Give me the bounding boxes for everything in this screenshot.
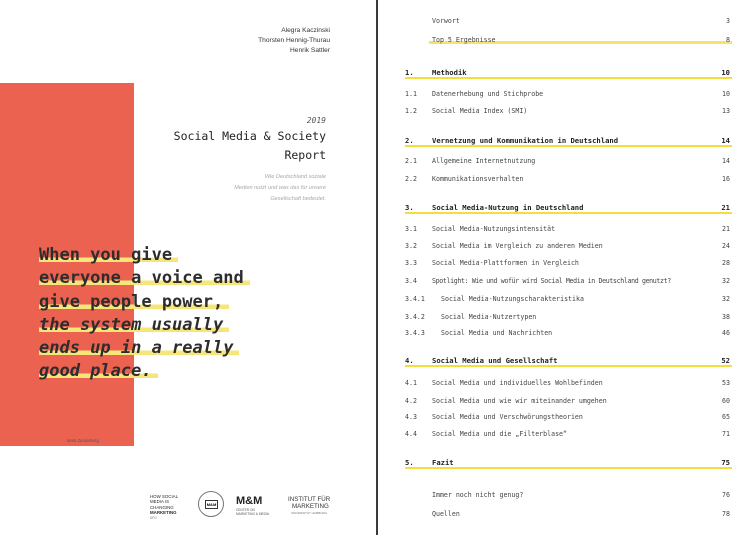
subtitle-line: Medien nutzt und was das für unsere: [234, 185, 326, 191]
quote-line: the system usually: [39, 314, 250, 337]
toc-chapter-entry[interactable]: [378, 356, 756, 366]
zuckerberg-quote: [39, 244, 250, 384]
toc-entry[interactable]: [378, 509, 756, 519]
toc-entry[interactable]: [378, 16, 756, 26]
toc-number: 4.: [405, 356, 414, 365]
toc-label: Social Media im Vergleich zu anderen Medien: [432, 242, 603, 250]
toc-number: 3.4: [405, 277, 417, 285]
quote-line: ends up in a really: [39, 337, 250, 360]
toc-label: Vorwort: [432, 17, 460, 25]
toc-page-number: 24: [722, 242, 730, 250]
toc-number: 3.3: [405, 259, 417, 267]
toc-entry[interactable]: [378, 396, 756, 406]
toc-page-number: 75: [721, 458, 730, 467]
toc-label: Vernetzung und Kommunikation in Deutschland: [432, 136, 619, 145]
toc-label: Immer noch nicht genug?: [432, 491, 524, 499]
right-page-toc: [378, 0, 756, 535]
quote-line: everyone a voice and: [39, 267, 250, 290]
report-title-line-2: Report: [284, 148, 326, 162]
toc-entry[interactable]: [378, 224, 756, 234]
toc-page-number: 3: [726, 17, 730, 25]
toc-label: Social Media-Nutzertypen: [441, 313, 537, 321]
author-name: Alegra Kaczinski: [281, 27, 330, 34]
toc-entry[interactable]: [378, 174, 756, 184]
quote-line: When you give: [39, 244, 250, 267]
report-title-line-1: Social Media & Society: [173, 129, 326, 143]
toc-label: Quellen: [432, 510, 460, 518]
author-name: Henrik Sattler: [290, 47, 330, 54]
institut-fuer-marketing-logo: INSTITUT FÜR MARKETING: [288, 496, 331, 510]
toc-entry[interactable]: [378, 258, 756, 268]
quote-attribution: Mark Zuckerberg: [67, 438, 99, 443]
toc-chapter-entry[interactable]: [378, 458, 756, 468]
toc-entry[interactable]: [378, 412, 756, 422]
social-media-marketing-logo: HOW SOCIAL MEDIA IS CHANGING MARKETING DFG: [150, 494, 179, 520]
toc-label: Social Media und Nachrichten: [441, 329, 553, 337]
quote-line: good place.: [39, 360, 250, 383]
toc-label: Methodik: [432, 68, 467, 77]
toc-page-number: 76: [722, 491, 730, 499]
toc-number: 3.1: [405, 225, 417, 233]
toc-number: 1.: [405, 68, 414, 77]
toc-label: Social Media und Verschwörungstheorien: [432, 413, 583, 421]
toc-page-number: 60: [722, 397, 730, 405]
report-year: 2019: [306, 116, 326, 125]
toc-number: 3.4.3: [405, 329, 425, 337]
toc-page-number: 10: [721, 68, 730, 77]
toc-page-number: 14: [722, 157, 730, 165]
toc-chapter-entry[interactable]: [378, 68, 756, 78]
toc-page-number: 21: [722, 225, 730, 233]
toc-number: 2.2: [405, 175, 417, 183]
toc-number: 3.2: [405, 242, 417, 250]
toc-label: Top 5 Ergebnisse: [432, 36, 496, 44]
toc-label: Social Media-Nutzungsintensität: [432, 225, 556, 233]
table-of-contents: [378, 0, 756, 535]
toc-entry[interactable]: [378, 276, 756, 286]
toc-label: Spotlight: Wie und wofür wird Social Media in Deutschland genutzt?: [432, 277, 671, 285]
toc-page-number: 28: [722, 259, 730, 267]
toc-label: Fazit: [432, 458, 454, 467]
toc-label: Social Media-Nutzungscharakteristika: [441, 295, 584, 303]
toc-number: 4.2: [405, 397, 417, 405]
university-label: UNIVERSITÄT HAMBURG: [291, 511, 327, 515]
toc-chapter-entry[interactable]: [378, 203, 756, 213]
toc-label: Social Media und individuelles Wohlbefinden: [432, 379, 603, 387]
toc-page-number: 32: [722, 295, 730, 303]
toc-label: Datenerhebung und Stichprobe: [432, 90, 544, 98]
toc-number: 1.2: [405, 107, 417, 115]
toc-page-number: 65: [722, 413, 730, 421]
toc-entry[interactable]: [378, 35, 756, 45]
subtitle-line: Wie Deutschland soziale: [264, 174, 326, 180]
toc-number: 4.4: [405, 430, 417, 438]
toc-number: 2.: [405, 136, 414, 145]
toc-number: 4.1: [405, 379, 417, 387]
mm-logo: M&M: [236, 495, 263, 507]
toc-label: Social Media-Plattformen in Vergleich: [432, 259, 579, 267]
toc-number: 4.3: [405, 413, 417, 421]
partner-logos: [150, 494, 340, 524]
author-list: [258, 26, 330, 56]
toc-number: 5.: [405, 458, 414, 467]
toc-page-number: 16: [722, 175, 730, 183]
toc-label: Social Media-Nutzung in Deutschland: [432, 203, 584, 212]
toc-page-number: 10: [722, 90, 730, 98]
toc-entry[interactable]: [378, 490, 756, 500]
toc-label: Social Media und die „Filterblase“: [432, 430, 567, 438]
toc-label: Social Media und wie wir miteinander umgehen: [432, 397, 607, 405]
toc-page-number: 13: [722, 107, 730, 115]
author-name: Thorsten Hennig-Thurau: [258, 37, 330, 44]
toc-entry[interactable]: [378, 378, 756, 388]
seal-logo: M&M: [198, 491, 224, 517]
chapter-underline: [405, 467, 732, 469]
toc-number: 3.: [405, 203, 414, 212]
toc-page-number: 21: [721, 203, 730, 212]
quote-line: give people power,: [39, 291, 250, 314]
toc-page-number: 38: [722, 313, 730, 321]
toc-page-number: 53: [722, 379, 730, 387]
report-subtitle: [234, 172, 326, 205]
subtitle-line: Gesellschaft bedeutet.: [270, 196, 326, 202]
toc-entry[interactable]: [378, 429, 756, 439]
toc-number: 1.1: [405, 90, 417, 98]
toc-entry[interactable]: [378, 328, 756, 338]
toc-page-number: 46: [722, 329, 730, 337]
toc-entry[interactable]: [378, 241, 756, 251]
toc-label: Social Media Index (SMI): [432, 107, 528, 115]
toc-number: 3.4.2: [405, 313, 425, 321]
toc-number: 2.1: [405, 157, 417, 165]
toc-page-number: 52: [721, 356, 730, 365]
toc-entry[interactable]: [378, 312, 756, 322]
toc-page-number: 14: [721, 136, 730, 145]
toc-chapter-entry[interactable]: [378, 136, 756, 146]
toc-page-number: 32: [722, 277, 730, 285]
toc-label: Social Media und Gesellschaft: [432, 356, 558, 365]
toc-page-number: 8: [726, 36, 730, 44]
toc-page-number: 71: [722, 430, 730, 438]
toc-number: 3.4.1: [405, 295, 425, 303]
toc-entry[interactable]: [378, 156, 756, 166]
toc-page-number: 78: [722, 510, 730, 518]
toc-entry[interactable]: [378, 89, 756, 99]
toc-label: Allgemeine Internetnutzung: [432, 157, 536, 165]
mm-logo-subtitle: CENTER ON MARKETING & MEDIA: [236, 508, 269, 516]
toc-entry[interactable]: [378, 106, 756, 116]
toc-label: Kommunikationsverhalten: [432, 175, 524, 183]
toc-entry[interactable]: [378, 294, 756, 304]
